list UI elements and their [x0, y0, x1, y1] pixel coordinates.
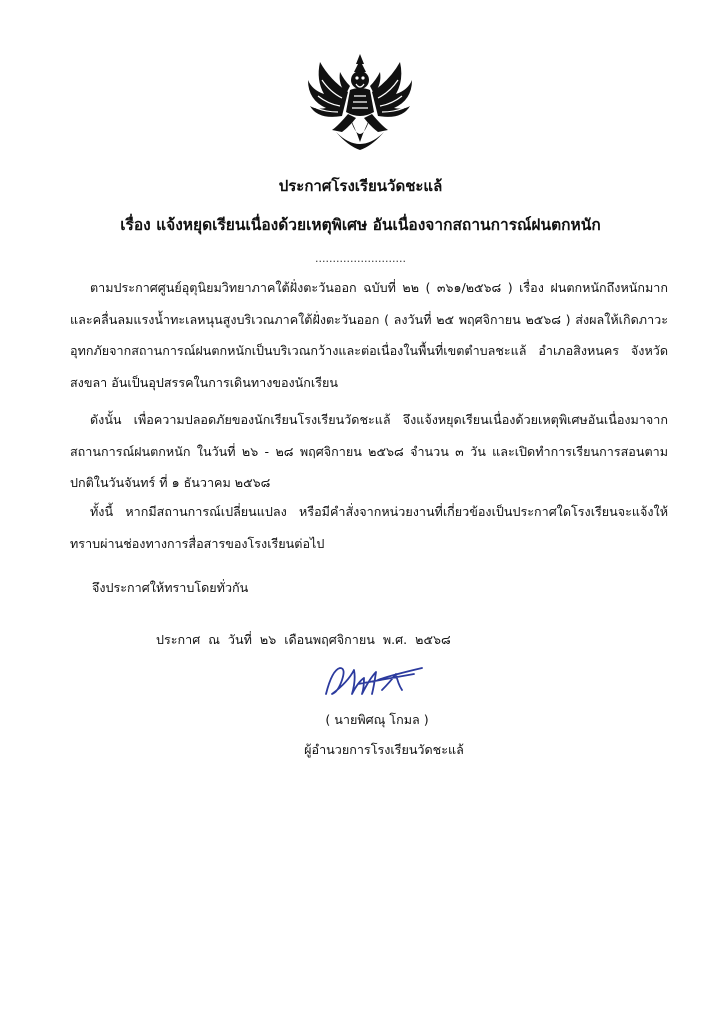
paragraph-2-text: ดังนั้น เพื่อความปลอดภัยของนักเรียนโรงเรียนวัดชะแล้ จึงแจ้งหยุดเรียนเนื่องด้วยเหตุพิเศษอันเนื่องมาจากสถานการณ์ฝนตกหนัก ในวันที่ ๒๖ - ๒๘ พฤศจิกายน ๒๕๖๘ จำนวน ๓ วัน และเปิดทำการเรียนการสอนตามปกติในวันจันทร์ ที่ ๑ ธันวาคม ๒๕๖๘ [70, 412, 668, 490]
signatory-name: ( นายพิศณุ โกมล ) [325, 712, 429, 727]
closing-statement: จึงประกาศให้ทราบโดยทั่วกัน [92, 580, 249, 595]
separator-line: .......................... [315, 252, 406, 265]
garuda-emblem-icon [302, 50, 418, 158]
paragraph-3-text: ทั้งนี้ หากมีสถานการณ์เปลี่ยนแปลง หรือมีคำสั่งจากหน่วยงานที่เกี่ยวข้องเป็นประกาศใดโรงเรียนจะแจ้งให้ทราบผ่านช่องทางการสื่อสารของโรงเรียนต่อไป [70, 504, 668, 551]
paragraph-closure [70, 404, 668, 499]
announcement-title: ประกาศโรงเรียนวัดชะแล้ [278, 177, 443, 195]
paragraph-notice [70, 496, 668, 559]
paragraph-1-text: ตามประกาศศูนย์อุตุนิยมวิทยาภาคใต้ฝั่งตะวันออก ฉบับที่ ๒๒ ( ๓๖๑/๒๕๖๘ ) เรื่อง ฝนตกหนักถึงหนักมากและคลื่นลมแรงน้ำทะเลหนุนสูงบริเวณภาคใต้ฝั่งตะวันออก ( ลงวันที่ ๒๕ พฤศจิกายน ๒๕๖๘ ) ส่งผลให้เกิดภาวะอุทกภัยจากสถานการณ์ฝนตกหนักเป็นบริเวณกว้างและต่อเนื่องในพื้นที่เขตตำบลชะแล้ อำเภอสิงหนคร จังหวัดสงขลา อันเป็นอุปสรรคในการเดินทางของนักเรียน [70, 280, 668, 390]
announcement-date: ประกาศ ณ วันที่ ๒๖ เดือนพฤศจิกายน พ.ศ. ๒๕๖๘ [156, 632, 451, 647]
signatory-title: ผู้อำนวยการโรงเรียนวัดชะแล้ [304, 742, 464, 757]
announcement-subject: เรื่อง แจ้งหยุดเรียนเนื่องด้วยเหตุพิเศษ อันเนื่องจากสถานการณ์ฝนตกหนัก [120, 216, 601, 234]
paragraph-reference [70, 272, 668, 398]
signature-icon [318, 660, 430, 704]
